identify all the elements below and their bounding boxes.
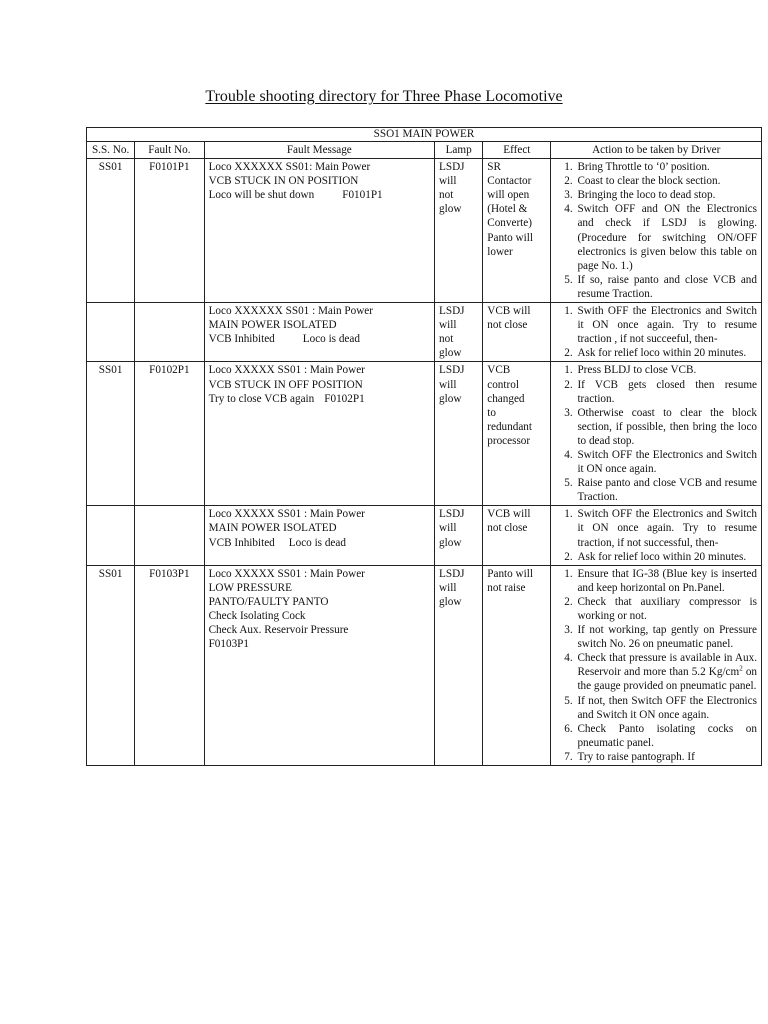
col-header-fault-message: Fault Message — [204, 142, 434, 159]
action-step: 6. Check Panto isolating cocks on pneumatic panel. — [575, 722, 757, 750]
action-step: 1. Swith OFF the Electronics and Switch it ON once again. Try to resume traction , if not succeeful, then- — [575, 304, 757, 346]
action-step: 5. Raise panto and close VCB and resume Traction. — [575, 476, 757, 504]
action-step: 1. Bring Throttle to ‘0’ position. — [575, 160, 757, 174]
table-row — [87, 362, 762, 506]
message-line: MAIN POWER ISOLATED — [208, 319, 337, 332]
table-row — [87, 565, 762, 765]
message-line: Check Isolating Cock — [208, 610, 306, 622]
effect-cell: VCB will not close — [483, 303, 551, 362]
fault-message-cell — [204, 506, 434, 565]
action-step: 4. Switch OFF the Electronics and Switch it ON once again. — [575, 448, 757, 476]
action-list — [555, 363, 757, 504]
message-line: VCB STUCK IN ON POSITION — [208, 175, 359, 188]
message-line — [209, 332, 430, 346]
action-step: 3. Otherwise coast to clear the block section, if possible, then bring the loco to dead stop. — [575, 406, 757, 448]
ss-no-cell: SS01 — [87, 159, 135, 303]
message-line: VCB STUCK IN OFF POSITION — [208, 378, 363, 391]
message-line: F0103P1 — [208, 638, 249, 651]
fault-message-cell — [204, 303, 434, 362]
fault-no-cell: F0103P1 — [135, 565, 204, 765]
document-title — [0, 88, 768, 106]
message-line: Loco XXXXXX SS01 : Main Power — [208, 305, 373, 318]
table-row — [87, 303, 762, 362]
table-row — [87, 159, 762, 303]
fault-no-cell — [135, 506, 204, 565]
action-step: 3. Bringing the loco to dead stop. — [575, 188, 757, 202]
action-step: 1. Press BLDJ to close VCB. — [575, 363, 757, 377]
effect-cell: VCB control changed to redundant processor — [483, 362, 551, 506]
fault-no-cell — [135, 303, 204, 362]
action-step — [575, 651, 757, 693]
action-step: 1. Switch OFF the Electronics and Switch it ON once again. Try to resume traction, if not successful, then- — [575, 507, 757, 549]
lamp-cell: LSDJ will not glow — [435, 303, 483, 362]
ss-no-cell: SS01 — [87, 362, 135, 506]
fault-no-cell: F0101P1 — [135, 159, 204, 303]
action-text: on the gauge provided on pneumatic panel. — [577, 666, 758, 693]
col-header-lamp: Lamp — [435, 142, 483, 159]
col-header-effect: Effect — [483, 142, 551, 159]
message-text: VCB Inhibited — [208, 333, 275, 346]
action-cell — [551, 506, 762, 565]
message-line: Check Aux. Reservoir Pressure — [208, 624, 349, 637]
action-cell — [551, 565, 762, 765]
message-line: Loco XXXXX SS01 : Main Power — [208, 508, 365, 521]
action-cell — [551, 303, 762, 362]
action-cell — [551, 362, 762, 506]
action-text: Check that pressure is available in Aux. Reservoir and more than 5.2 Kg/cm — [577, 652, 757, 679]
message-line: PANTO/FAULTY PANTO — [208, 595, 329, 608]
message-line: Loco XXXXXX SS01: Main Power — [208, 161, 371, 174]
action-step: 5. If not, then Switch OFF the Electronics and Switch it ON once again. — [575, 694, 757, 722]
message-fault-code: F0101P1 — [342, 189, 383, 202]
ss-no-cell — [87, 303, 135, 362]
message-text: Loco is dead — [288, 536, 346, 549]
effect-cell: Panto will not raise — [483, 565, 551, 765]
message-text: Try to close VCB again — [208, 392, 315, 405]
action-step: 2. Ask for relief loco within 20 minutes. — [575, 550, 757, 564]
lamp-cell: LSDJ will not glow — [435, 159, 483, 303]
message-line: Loco XXXXX SS01 : Main Power — [208, 364, 365, 377]
table-row — [87, 506, 762, 565]
action-step: 7. Try to raise pantograph. If — [575, 750, 757, 764]
message-text: VCB Inhibited — [208, 536, 275, 549]
col-header-action: Action to be taken by Driver — [551, 142, 762, 159]
fault-message-cell — [204, 159, 434, 303]
message-text: Loco will be shut down — [208, 189, 315, 202]
action-step: 2. Coast to clear the block section. — [575, 174, 757, 188]
ss-no-cell: SS01 — [87, 565, 135, 765]
message-line — [209, 188, 430, 202]
action-step: 5. If so, raise panto and close VCB and resume Traction. — [575, 273, 757, 301]
message-line: MAIN POWER ISOLATED — [208, 522, 337, 535]
effect-cell: VCB will not close — [483, 506, 551, 565]
action-step: 3. If not working, tap gently on Pressure switch No. 26 on pneumatic panel. — [575, 623, 757, 651]
action-step: 4. Switch OFF and ON the Electronics and check if LSDJ is glowing. (Procedure for switching ON/OFF electronics is given below this table on page No. 1.) — [575, 202, 757, 272]
action-step: 2. Ask for relief loco within 20 minutes. — [575, 346, 757, 360]
message-text: Loco is dead — [302, 333, 360, 346]
message-line: LOW PRESSURE — [208, 581, 292, 594]
fault-message-cell — [204, 565, 434, 765]
fault-message-cell — [204, 362, 434, 506]
col-header-fault-no: Fault No. — [135, 142, 204, 159]
col-header-ss-no: S.S. No. — [87, 142, 135, 159]
document-title-text: Trouble shooting directory for Three Phase Locomotive — [205, 88, 563, 105]
action-step: 2. If VCB gets closed then resume traction. — [575, 378, 757, 406]
section-header-row — [87, 128, 762, 142]
action-step: 2. Check that auxiliary compressor is working or not. — [575, 595, 757, 623]
action-list — [555, 304, 757, 360]
lamp-cell: LSDJ will glow — [435, 506, 483, 565]
message-line — [209, 536, 430, 550]
effect-cell: SR Contactor will open (Hotel & Converte) Panto will lower — [483, 159, 551, 303]
section-header: SSO1 MAIN POWER — [87, 128, 762, 142]
troubleshooting-table — [86, 127, 762, 766]
message-fault-code: F0102P1 — [324, 392, 365, 405]
ss-no-cell — [87, 506, 135, 565]
message-line: Loco XXXXX SS01 : Main Power — [208, 567, 365, 580]
action-list — [555, 160, 757, 301]
lamp-cell: LSDJ will glow — [435, 362, 483, 506]
fault-no-cell: F0102P1 — [135, 362, 204, 506]
column-header-row — [87, 142, 762, 159]
lamp-cell: LSDJ will glow — [435, 565, 483, 765]
message-line — [209, 392, 430, 406]
unit-superscript: 2 — [739, 664, 743, 673]
action-step: 1. Ensure that IG-38 (Blue key is inserted and keep horizontal on Pn.Panel. — [575, 567, 757, 595]
action-cell — [551, 159, 762, 303]
action-list — [555, 567, 757, 764]
action-list — [555, 507, 757, 563]
